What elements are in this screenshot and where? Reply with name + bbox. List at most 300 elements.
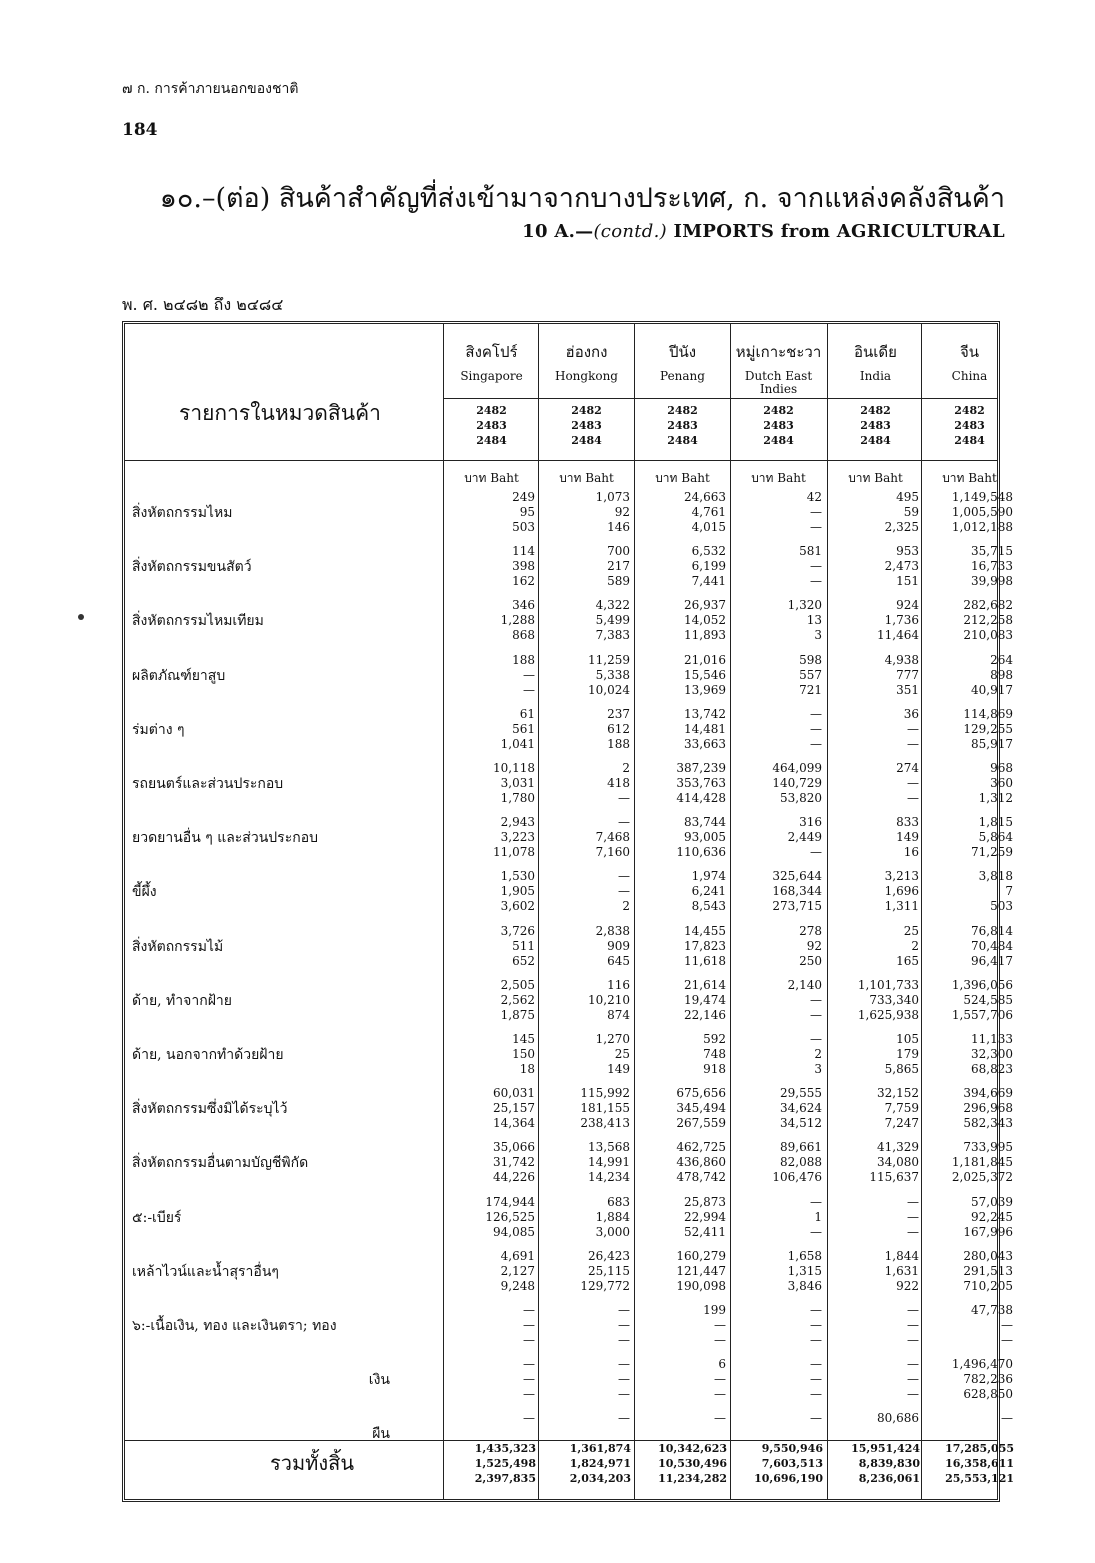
unit-label: บาท Baht xyxy=(655,471,710,485)
cell-value: — xyxy=(714,1333,726,1347)
column-divider xyxy=(443,323,444,1500)
table-cell xyxy=(636,1249,726,1294)
cell-value: 1,905 xyxy=(500,884,535,899)
cell-value: 351 xyxy=(896,682,919,697)
total-value: 10,696,190 xyxy=(754,1472,823,1485)
cell-value: 2 xyxy=(622,761,630,775)
cell-value: — xyxy=(523,1318,535,1332)
cell-value: 1,101,733 xyxy=(857,977,919,992)
cell-value: 1,288 xyxy=(500,613,535,628)
cell-value: — xyxy=(714,1387,726,1402)
cell-value: — xyxy=(810,706,822,721)
cell-value: 22,994 xyxy=(684,1209,726,1224)
cell-value: — xyxy=(810,520,822,534)
cell-value: 464,099 xyxy=(772,761,822,775)
cell-value: 733,995 xyxy=(963,1140,1013,1155)
cell-value: 6 xyxy=(718,1357,726,1372)
table-cell xyxy=(636,598,726,643)
cell-value: 32,300 xyxy=(971,1047,1013,1061)
table-cell xyxy=(445,598,535,643)
cell-value: 41,329 xyxy=(877,1140,919,1155)
cell-value: 645 xyxy=(607,953,630,968)
cell-value: — xyxy=(907,1303,919,1317)
cell-value: — xyxy=(810,1411,822,1426)
column-divider xyxy=(827,323,828,1500)
cell-value: 210,083 xyxy=(963,628,1013,643)
year-label: 2484 xyxy=(571,434,602,447)
row-label: สิ่งหัตถกรรมไหม xyxy=(132,505,233,521)
cell-value: 968 xyxy=(990,761,1013,775)
unit-label: บาท Baht xyxy=(559,471,614,485)
cell-value: 1,315 xyxy=(787,1263,822,1278)
cell-value: 7,160 xyxy=(595,845,630,860)
cell-value: 777 xyxy=(896,667,919,682)
cell-value: 264 xyxy=(990,652,1013,667)
cell-value: 6,199 xyxy=(691,559,726,574)
cell-value: 700 xyxy=(607,544,630,559)
table-cell xyxy=(923,815,1013,860)
cell-value: 2 xyxy=(814,1047,822,1061)
cell-value: 31,742 xyxy=(493,1155,535,1170)
cell-value: 1,530 xyxy=(500,869,535,884)
column-header-english: Singapore xyxy=(460,369,523,383)
title-en-rest: IMPORTS from AGRICULTURAL xyxy=(666,221,1005,242)
page-number: 184 xyxy=(122,120,158,140)
table-cell xyxy=(445,544,535,589)
cell-value: 25 xyxy=(903,923,919,938)
table-cell xyxy=(540,707,630,752)
table-cell xyxy=(732,1411,822,1426)
cell-value: 34,512 xyxy=(780,1116,822,1131)
cell-value: 2,473 xyxy=(884,559,919,574)
cell-value: 2,140 xyxy=(787,977,822,992)
cell-value: 1,658 xyxy=(787,1248,822,1263)
cell-value: 1,181,845 xyxy=(951,1155,1013,1170)
year-label: 2484 xyxy=(763,434,794,447)
cell-value: 13,568 xyxy=(588,1140,630,1155)
cell-value: 7,247 xyxy=(884,1116,919,1131)
total-value: 16,358,611 xyxy=(945,1457,1014,1470)
cell-value: 280,043 xyxy=(963,1248,1013,1263)
cell-value: 524,585 xyxy=(963,992,1013,1007)
table-cell xyxy=(923,761,1013,806)
table-cell xyxy=(636,1140,726,1185)
table-cell xyxy=(636,544,726,589)
cell-value: 414,428 xyxy=(676,791,726,805)
table-cell xyxy=(445,924,535,969)
table-cell xyxy=(540,1195,630,1240)
year-label: 2483 xyxy=(763,419,794,432)
cell-value: 282,682 xyxy=(963,598,1013,613)
cell-value: — xyxy=(907,1372,919,1387)
table-cell xyxy=(445,815,535,860)
cell-value: — xyxy=(810,1007,822,1022)
table-cell xyxy=(636,978,726,1023)
table-cell xyxy=(923,1086,1013,1131)
section-header: ๗ ก. การค้าภายนอกของชาติ xyxy=(122,81,299,97)
cell-value: 325,644 xyxy=(772,869,822,884)
cell-value: — xyxy=(523,1372,535,1387)
cell-value: 503 xyxy=(990,899,1013,914)
cell-value: 11,464 xyxy=(877,628,919,643)
table-cell xyxy=(540,490,630,535)
cell-value: 296,968 xyxy=(963,1101,1013,1116)
table-cell xyxy=(540,869,630,914)
table-cell xyxy=(829,598,919,643)
total-cell xyxy=(635,1441,727,1486)
cell-value: 150 xyxy=(512,1047,535,1061)
cell-value: — xyxy=(618,1372,630,1387)
year-label: 2483 xyxy=(571,419,602,432)
table-cell xyxy=(732,1195,822,1240)
table-cell xyxy=(636,1357,726,1402)
table-cell xyxy=(732,653,822,698)
column-years xyxy=(827,403,924,448)
cell-value: — xyxy=(1001,1318,1013,1332)
table-cell xyxy=(540,653,630,698)
cell-value: 398 xyxy=(512,559,535,574)
cell-value: 612 xyxy=(607,721,630,736)
cell-value: 36 xyxy=(903,706,919,721)
table-cell xyxy=(923,1032,1013,1077)
table-cell xyxy=(636,1032,726,1077)
table-cell xyxy=(445,1357,535,1402)
table-cell xyxy=(445,1195,535,1240)
cell-value: 898 xyxy=(990,667,1013,682)
cell-value: — xyxy=(810,1318,822,1332)
cell-value: 22,146 xyxy=(684,1007,726,1022)
cell-value: 40,917 xyxy=(971,682,1013,697)
cell-value: 346 xyxy=(512,598,535,613)
row-label: ผืน xyxy=(372,1426,390,1443)
cell-value: 3,726 xyxy=(500,923,535,938)
table-cell xyxy=(445,1303,535,1348)
cell-value: — xyxy=(810,574,822,589)
row-label: ด้าย, ทำจากฝ้าย xyxy=(132,992,232,1009)
header-divider xyxy=(443,398,997,399)
cell-value: 345,494 xyxy=(676,1101,726,1116)
column-years xyxy=(538,403,635,448)
cell-value: 26,937 xyxy=(684,598,726,613)
cell-value: 42 xyxy=(806,490,822,504)
column-header-english: India xyxy=(859,369,892,383)
cell-value: 1,005,590 xyxy=(951,505,1013,519)
row-label: สิ่งหัตถกรรมซึ่งมิได้ระบุไว้ xyxy=(132,1101,288,1118)
cell-value: 7,441 xyxy=(691,574,726,589)
cell-value: 7,759 xyxy=(884,1101,919,1116)
cell-value: 2,943 xyxy=(500,815,535,830)
total-value: 10,342,623 xyxy=(658,1442,727,1455)
cell-value: — xyxy=(907,1357,919,1372)
cell-value: 1,012,188 xyxy=(951,520,1013,534)
cell-value: — xyxy=(1001,1333,1013,1347)
cell-value: 10,210 xyxy=(588,992,630,1007)
table-cell xyxy=(829,815,919,860)
cell-value: — xyxy=(523,1333,535,1347)
cell-value: — xyxy=(907,1387,919,1402)
cell-value: 7 xyxy=(1005,884,1013,899)
cell-value: 16,733 xyxy=(971,559,1013,574)
cell-value: 360 xyxy=(990,776,1013,790)
cell-value: 19,474 xyxy=(684,992,726,1007)
table-cell xyxy=(445,1140,535,1185)
table-cell xyxy=(540,598,630,643)
column-header-thai: จีน xyxy=(959,343,980,361)
table-cell xyxy=(636,1086,726,1131)
table-cell xyxy=(445,707,535,752)
cell-value: 11,078 xyxy=(493,845,535,860)
cell-value: — xyxy=(618,1357,630,1372)
year-label: 2484 xyxy=(476,434,507,447)
cell-value: — xyxy=(810,1387,822,1402)
cell-value: 162 xyxy=(512,574,535,589)
table-cell xyxy=(732,544,822,589)
table-cell xyxy=(732,1357,822,1402)
cell-value: 13,742 xyxy=(684,706,726,721)
row-label: สิ่งหัตถกรรมขนสัตว์ xyxy=(132,559,252,576)
cell-value: 868 xyxy=(512,628,535,643)
total-value: 8,236,061 xyxy=(858,1472,920,1485)
table-cell xyxy=(732,1249,822,1294)
cell-value: 503 xyxy=(512,520,535,534)
cell-value: — xyxy=(618,869,630,884)
unit-divider xyxy=(125,460,997,461)
cell-value: — xyxy=(907,721,919,736)
table-cell xyxy=(540,1140,630,1185)
cell-value: 710,205 xyxy=(963,1278,1013,1293)
cell-value: 126,525 xyxy=(485,1209,535,1224)
cell-value: — xyxy=(523,667,535,682)
total-value: 2,397,835 xyxy=(474,1472,536,1485)
table-cell xyxy=(923,490,1013,535)
row-label: ขี้ผึ้ง xyxy=(132,884,157,901)
cell-value: 478,742 xyxy=(676,1170,726,1185)
table-cell xyxy=(636,1411,726,1426)
table-cell xyxy=(923,653,1013,698)
cell-value: 3,602 xyxy=(500,899,535,914)
cell-value: 61 xyxy=(519,706,535,721)
cell-value: 115,637 xyxy=(869,1170,919,1185)
cell-value: 267,559 xyxy=(676,1116,726,1131)
cell-value: 165 xyxy=(896,953,919,968)
cell-value: 675,656 xyxy=(676,1086,726,1101)
row-label: ยวดยานอื่น ๆ และส่วนประกอบ xyxy=(132,830,318,847)
cell-value: — xyxy=(907,736,919,751)
cell-value: 628,850 xyxy=(963,1387,1013,1402)
year-range: พ. ศ. ๒๔๘๒ ถึง ๒๔๘๔ xyxy=(122,295,284,314)
total-value: 9,550,946 xyxy=(761,1442,823,1455)
cell-value: 1,396,056 xyxy=(951,977,1013,992)
cell-value: 462,725 xyxy=(676,1140,726,1155)
cell-value: 105 xyxy=(896,1032,919,1046)
year-label: 2482 xyxy=(954,404,985,417)
cell-value: 581 xyxy=(799,544,822,559)
cell-value: 6,532 xyxy=(691,544,726,559)
table-cell xyxy=(445,978,535,1023)
total-cell xyxy=(922,1441,1014,1486)
table-cell xyxy=(923,1357,1013,1402)
cell-value: 1,974 xyxy=(691,869,726,884)
total-value: 15,951,424 xyxy=(851,1442,920,1455)
cell-value: 2 xyxy=(911,938,919,953)
cell-value: 1,557,706 xyxy=(951,1007,1013,1022)
cell-value: 4,015 xyxy=(691,520,726,534)
cell-value: 3,846 xyxy=(787,1278,822,1293)
cell-value: — xyxy=(618,791,630,805)
row-label: ผลิตภัณฑ์ยาสูบ xyxy=(132,667,226,684)
cell-value: 1,875 xyxy=(500,1007,535,1022)
cell-value: 1,736 xyxy=(884,613,919,628)
cell-value: 592 xyxy=(703,1032,726,1046)
cell-value: 129,255 xyxy=(963,721,1013,736)
cell-value: 1,625,938 xyxy=(857,1007,919,1022)
table-cell xyxy=(445,1086,535,1131)
cell-value: 71,259 xyxy=(971,845,1013,860)
cell-value: 14,991 xyxy=(588,1155,630,1170)
cell-value: 110,636 xyxy=(676,845,726,860)
cell-value: 21,614 xyxy=(684,977,726,992)
table-cell xyxy=(636,869,726,914)
cell-value: 353,763 xyxy=(676,776,726,790)
column-years xyxy=(443,403,540,448)
cell-value: 1,311 xyxy=(884,899,919,914)
cell-value: 1,149,548 xyxy=(951,490,1013,504)
cell-value: — xyxy=(907,1318,919,1332)
table-cell xyxy=(540,544,630,589)
total-value: 2,034,203 xyxy=(569,1472,631,1485)
cell-value: 7,383 xyxy=(595,628,630,643)
column-divider xyxy=(730,323,731,1500)
cell-value: 217 xyxy=(607,559,630,574)
table-cell xyxy=(540,924,630,969)
cell-value: 278 xyxy=(799,923,822,938)
row-label: เงิน xyxy=(368,1372,390,1389)
cell-value: 10,024 xyxy=(588,682,630,697)
cell-value: 953 xyxy=(896,544,919,559)
table-cell xyxy=(732,490,822,535)
year-label: 2482 xyxy=(571,404,602,417)
cell-value: 179 xyxy=(896,1047,919,1061)
column-header-english: China xyxy=(951,369,988,383)
cell-value: 17,823 xyxy=(684,938,726,953)
total-value: 11,234,282 xyxy=(658,1472,727,1485)
table-cell xyxy=(732,978,822,1023)
row-label: ร่มต่าง ๆ xyxy=(132,721,185,738)
cell-value: 47,738 xyxy=(971,1303,1013,1317)
column-header-english: Dutch East Indies xyxy=(744,369,813,396)
table-cell xyxy=(732,761,822,806)
title-english xyxy=(522,221,1005,242)
cell-value: 557 xyxy=(799,667,822,682)
table-cell xyxy=(540,1032,630,1077)
cell-value: 80,686 xyxy=(877,1411,919,1426)
cell-value: 683 xyxy=(607,1194,630,1209)
table-cell xyxy=(829,1140,919,1185)
year-label: 2482 xyxy=(476,404,507,417)
cell-value: — xyxy=(907,1333,919,1347)
cell-value: 21,016 xyxy=(684,652,726,667)
cell-value: — xyxy=(907,1194,919,1209)
column-years xyxy=(921,403,1018,448)
row-label: สิ่งหัตถกรรมไหมเทียม xyxy=(132,613,264,630)
table-cell xyxy=(732,869,822,914)
table-cell xyxy=(923,1140,1013,1185)
cell-value: 32,152 xyxy=(877,1086,919,1101)
cell-value: 116 xyxy=(607,977,630,992)
cell-value: 188 xyxy=(607,736,630,751)
cell-value: 3,818 xyxy=(978,869,1013,884)
cell-value: 4,322 xyxy=(595,598,630,613)
cell-value: — xyxy=(618,1333,630,1347)
total-value: 7,603,513 xyxy=(761,1457,823,1470)
cell-value: 121,447 xyxy=(676,1263,726,1278)
cell-value: 14,234 xyxy=(588,1170,630,1185)
cell-value: 4,938 xyxy=(884,652,919,667)
cell-value: 146 xyxy=(607,520,630,534)
table-cell xyxy=(923,544,1013,589)
table-cell xyxy=(636,653,726,698)
cell-value: 6,241 xyxy=(691,884,726,899)
table-cell xyxy=(829,924,919,969)
cell-value: — xyxy=(810,559,822,574)
cell-value: 25,115 xyxy=(588,1263,630,1278)
cell-value: — xyxy=(810,505,822,519)
column-header-thai: ปีนัง xyxy=(668,343,697,361)
cell-value: 85,917 xyxy=(971,736,1013,751)
table-cell xyxy=(636,490,726,535)
cell-value: 11,259 xyxy=(588,652,630,667)
row-label: ด้าย, นอกจากทำด้วยฝ้าย xyxy=(132,1047,284,1063)
table-cell xyxy=(923,1249,1013,1294)
cell-value: 151 xyxy=(896,574,919,589)
cell-value: 3 xyxy=(814,628,822,643)
cell-value: 1,073 xyxy=(595,490,630,504)
cell-value: 94,085 xyxy=(493,1224,535,1239)
cell-value: 14,455 xyxy=(684,923,726,938)
cell-value: 2 xyxy=(622,899,630,914)
year-label: 2482 xyxy=(860,404,891,417)
cell-value: — xyxy=(810,1303,822,1317)
year-label: 2484 xyxy=(860,434,891,447)
cell-value: 181,155 xyxy=(580,1101,630,1116)
total-value: 1,435,323 xyxy=(474,1442,536,1455)
cell-value: 60,031 xyxy=(493,1086,535,1101)
cell-value: 273,715 xyxy=(772,899,822,914)
cell-value: 4,761 xyxy=(691,505,726,519)
table-cell xyxy=(829,761,919,806)
cell-value: 33,663 xyxy=(684,736,726,751)
cell-value: 3,213 xyxy=(884,869,919,884)
table-cell xyxy=(923,1195,1013,1240)
cell-value: 11,618 xyxy=(684,953,726,968)
total-value: 8,839,830 xyxy=(858,1457,920,1470)
category-header: รายการในหมวดสินค้า xyxy=(179,401,381,425)
unit-label: บาท Baht xyxy=(751,471,806,485)
row-label: ๖:-เนื้อเงิน, ทอง และเงินตรา; ทอง xyxy=(132,1318,337,1334)
total-value: 1,525,498 xyxy=(474,1457,536,1470)
cell-value: — xyxy=(810,721,822,736)
column-years xyxy=(634,403,731,448)
cell-value: 39,998 xyxy=(971,574,1013,589)
table-cell xyxy=(732,598,822,643)
row-label: สิ่งหัตถกรรมไม้ xyxy=(132,938,224,955)
cell-value: — xyxy=(810,1194,822,1209)
total-cell xyxy=(828,1441,920,1486)
cell-value: 14,481 xyxy=(684,721,726,736)
cell-value: 1,884 xyxy=(595,1209,630,1224)
cell-value: 394,669 xyxy=(963,1086,1013,1101)
cell-value: 114 xyxy=(512,544,535,559)
